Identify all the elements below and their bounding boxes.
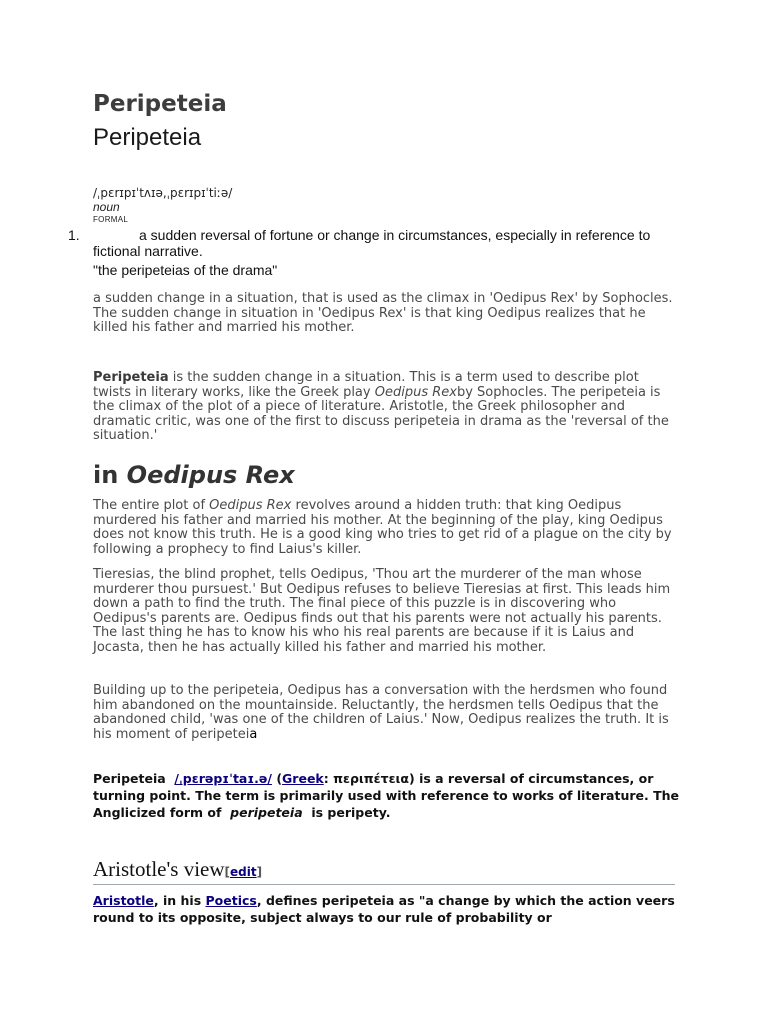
edit-bracket-open: [ <box>224 865 231 879</box>
greek-link[interactable]: Greek <box>282 771 324 786</box>
text-span: ( <box>271 771 283 786</box>
text-span: a <box>249 726 258 742</box>
intro-paragraph-2 <box>93 371 678 444</box>
edit-bracket-close: ] <box>256 865 263 879</box>
part-of-speech: noun <box>93 200 120 214</box>
text-span: , in his <box>153 893 206 908</box>
register-label: FORMAL <box>93 215 129 224</box>
anglicized-italic: peripeteia <box>230 805 303 820</box>
edit-section <box>225 865 263 879</box>
text-span: Building up to the peripeteia, Oedipus has a conversation with the herdsmen who found him abandoned on the mountainside. Reluctantly, the herdsmen tells Oedipus that the abandoned child, 'was one of the children of Laius.' Now, Oedipus realizes the truth. It is his moment of peripetei <box>93 683 669 742</box>
pronunciation: /ˌpɛrɪpɪˈtʌɪə,ˌpɛrɪpɪˈtiːə/ <box>93 186 233 200</box>
text-span: , defines peripeteia as "a change by which the action veers round to its opposite, subject always to our rule of probability or <box>93 893 675 925</box>
heading-divider <box>93 884 675 885</box>
heading-text: Aristotle's view <box>93 857 225 881</box>
text-span: : περιπέτεια) is a reversal of circumstances, or turning point. The term is primarily used with reference to works of literature. The Anglicized form of <box>93 771 679 820</box>
text-span: by Sophocles. The peripeteia is the climax of the plot of a piece of literature. Aristotle, the Greek philosopher and dramatic critic, was one of the first to discuss peripeteia in drama as the 'reversal of the situation.' <box>93 384 669 444</box>
term-bold: Peripeteia <box>93 370 169 385</box>
sense-number: 1. <box>68 227 80 243</box>
intro-paragraph-1: a sudden change in a situation, that is used as the climax in 'Oedipus Rex' by Sophocles. The sudden change in situation in 'Oedipus Rex' is that king Oedipus realizes that he killed his father and married his mother. <box>93 291 673 336</box>
aristotle-paragraph <box>93 892 683 926</box>
heading-prefix: in <box>93 461 127 489</box>
poetics-link[interactable]: Poetics <box>205 893 257 908</box>
term: Peripeteia <box>93 771 166 786</box>
text-span: The entire plot of <box>93 498 210 513</box>
text-span: is peripety. <box>307 805 391 820</box>
page-title: Peripeteia <box>93 91 227 117</box>
text-span: revolves around a hidden truth: that king Oedipus murdered his father and married his mother. At the beginning of the play, king Oedipus does not know this truth. He is a good king who tries to get rid of a plague on the city by following a prophecy to find Laius's killer. <box>93 498 672 557</box>
oedipus-paragraph-2: Tieresias, the blind prophet, tells Oedipus, 'Thou art the murderer of the man whose murderer thou pursuest.' But Oedipus refuses to believe Tieresias at first. This leads him down a path to find the truth. The final piece of this puzzle is in discovering who Oedipus's parents are. Oedipus finds out that his parents were not actually his parents. The last thing he has to know his who his real parents are because if it is Laius and Jocasta, then he has actually killed his father and married his mother. <box>93 567 671 655</box>
aristotle-link[interactable]: Aristotle <box>93 893 154 908</box>
edit-link[interactable]: edit <box>230 865 257 879</box>
section-heading-oedipus <box>93 461 295 489</box>
section-heading-aristotle <box>93 857 262 882</box>
oedipus-paragraph-3 <box>93 684 678 742</box>
ipa-link[interactable]: /ˌpɛrəpɪˈtaɪ.ə/ <box>174 771 272 786</box>
play-title-italic: Oedipus Rex <box>209 498 292 513</box>
text-span: is the sudden change in a situation. This is a term used to describe plot twists in literary works, like the Greek play <box>93 370 639 400</box>
sense-definition: a sudden reversal of fortune or change in circumstances, especially in reference to fictional narrative. <box>93 227 651 259</box>
usage-example: "the peripeteias of the drama" <box>93 262 278 278</box>
play-title-italic: Oedipus Rex <box>374 384 457 400</box>
oedipus-paragraph-1 <box>93 499 678 557</box>
dictionary-headword: Peripeteia <box>93 124 202 151</box>
wiki-lead-paragraph <box>93 770 683 821</box>
heading-italic: Oedipus Rex <box>126 461 295 489</box>
